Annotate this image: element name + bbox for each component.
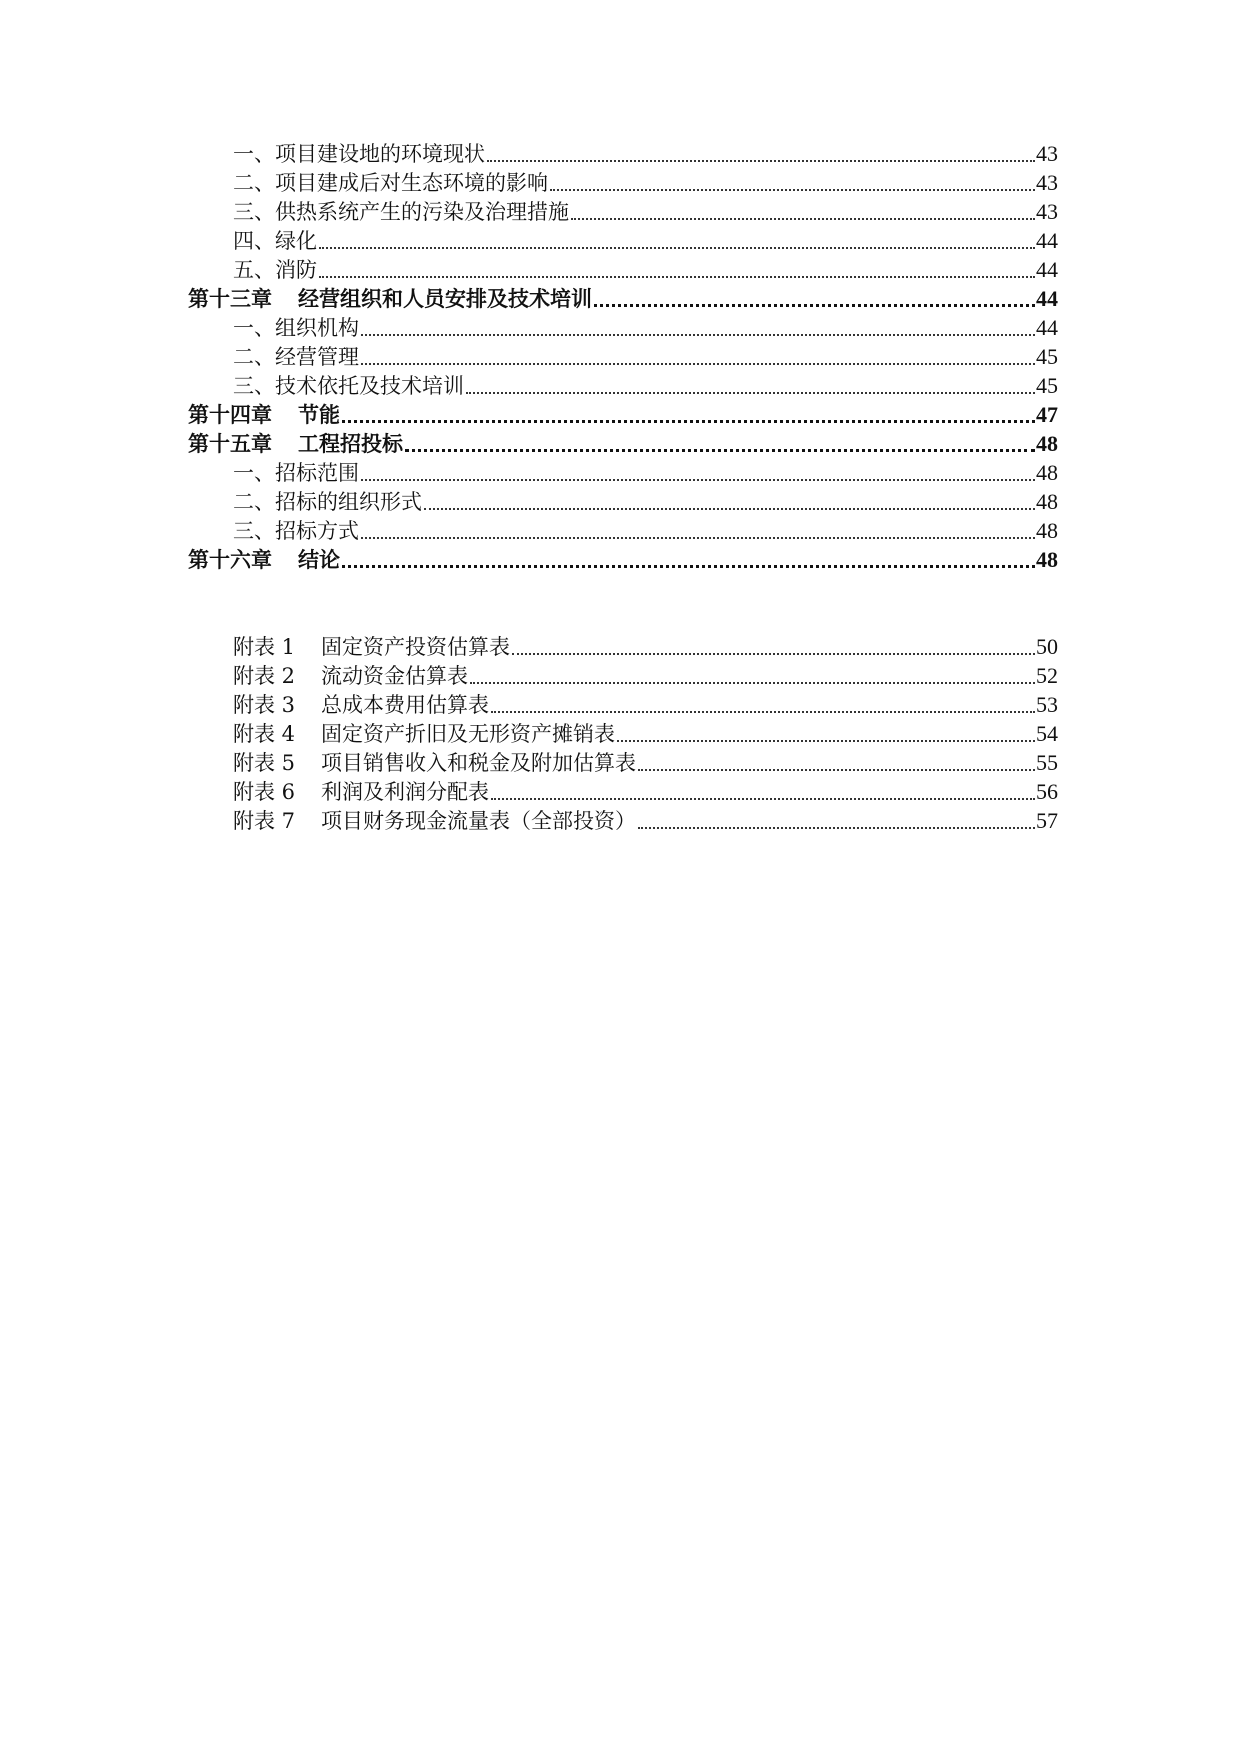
toc-entry[interactable] xyxy=(233,166,1058,196)
toc-entry-label: 三、招标方式 xyxy=(233,519,359,543)
dot-leader xyxy=(466,392,1035,394)
chapter-number: 第十六章 xyxy=(188,548,272,572)
toc-entry-page: 43 xyxy=(1036,199,1058,224)
toc-entry-label: 一、组织机构 xyxy=(233,316,359,340)
dot-leader xyxy=(638,827,1035,829)
toc-entry[interactable] xyxy=(233,340,1058,370)
toc-chapter-entry[interactable] xyxy=(188,282,1058,312)
chapter-title: 结论 xyxy=(298,548,340,572)
toc-entry[interactable] xyxy=(233,369,1058,399)
dot-leader xyxy=(319,276,1035,278)
toc-entry-page: 54 xyxy=(1036,721,1058,746)
toc-appendix-entry[interactable] xyxy=(233,688,1058,718)
appendix-number: 附表 2 xyxy=(233,664,296,688)
appendix-title: 项目销售收入和税金及附加估算表 xyxy=(321,751,637,775)
toc-entry-page: 43 xyxy=(1036,170,1058,195)
toc-entry-page: 48 xyxy=(1036,489,1058,514)
dot-leader xyxy=(319,247,1035,249)
appendix-number: 附表 5 xyxy=(233,751,296,775)
toc-entry-page: 44 xyxy=(1036,228,1058,253)
dot-leader xyxy=(491,711,1035,713)
dot-leader xyxy=(594,304,1035,307)
toc-appendix-entry[interactable] xyxy=(233,717,1058,747)
appendix-title: 固定资产投资估算表 xyxy=(321,635,511,659)
toc-entry-page: 45 xyxy=(1036,344,1058,369)
dot-leader xyxy=(361,363,1035,365)
dot-leader xyxy=(550,189,1035,191)
dot-leader xyxy=(424,508,1035,510)
toc-entry[interactable] xyxy=(233,456,1058,486)
toc-entry-page: 45 xyxy=(1036,373,1058,398)
toc-entry-page: 50 xyxy=(1036,634,1058,659)
dot-leader xyxy=(512,653,1035,655)
dot-leader xyxy=(361,479,1035,481)
appendix-number: 附表 1 xyxy=(233,635,296,659)
toc-entry-label: 三、技术依托及技术培训 xyxy=(233,374,464,398)
toc-entry[interactable] xyxy=(233,514,1058,544)
toc-entry-page: 47 xyxy=(1036,402,1058,427)
dot-leader xyxy=(342,565,1035,568)
toc-entry-label: 五、消防 xyxy=(233,258,317,282)
toc-entry[interactable] xyxy=(233,195,1058,225)
toc-appendix-entry[interactable] xyxy=(233,775,1058,805)
toc-entry-page: 44 xyxy=(1036,257,1058,282)
dot-leader xyxy=(361,334,1035,336)
chapter-number: 第十五章 xyxy=(188,432,272,456)
appendix-number: 附表 4 xyxy=(233,722,296,746)
toc-chapter-entry[interactable] xyxy=(188,427,1058,457)
chapter-title: 工程招投标 xyxy=(298,432,403,456)
toc-entry-label: 二、项目建成后对生态环境的影响 xyxy=(233,171,548,195)
toc-chapter-entry[interactable] xyxy=(188,398,1058,428)
toc-entry[interactable] xyxy=(233,253,1058,283)
toc-entry-page: 53 xyxy=(1036,692,1058,717)
toc-appendix-entry[interactable] xyxy=(233,804,1058,834)
toc-entry-page: 44 xyxy=(1036,315,1058,340)
dot-leader xyxy=(342,420,1035,423)
appendix-title: 流动资金估算表 xyxy=(321,664,469,688)
toc-entry-page: 48 xyxy=(1036,547,1058,572)
toc-entry-page: 56 xyxy=(1036,779,1058,804)
appendix-number: 附表 7 xyxy=(233,809,296,833)
toc-entry-page: 48 xyxy=(1036,431,1058,456)
toc-entry[interactable] xyxy=(233,224,1058,254)
toc-entry-page: 48 xyxy=(1036,518,1058,543)
dot-leader xyxy=(470,682,1035,684)
toc-entry-page: 43 xyxy=(1036,141,1058,166)
appendix-title: 项目财务现金流量表（全部投资） xyxy=(321,809,637,833)
toc-entry-label: 一、招标范围 xyxy=(233,461,359,485)
dot-leader xyxy=(617,740,1035,742)
toc-entry-page: 57 xyxy=(1036,808,1058,833)
toc-entry-page: 44 xyxy=(1036,286,1058,311)
chapter-title: 经营组织和人员安排及技术培训 xyxy=(298,287,592,311)
toc-entry-label: 二、招标的组织形式 xyxy=(233,490,422,514)
toc-entry[interactable] xyxy=(233,311,1058,341)
chapter-number: 第十三章 xyxy=(188,287,272,311)
toc-appendix-entry[interactable] xyxy=(233,659,1058,689)
toc-chapter-entry[interactable] xyxy=(188,543,1058,573)
toc-appendix-entry[interactable] xyxy=(233,630,1058,660)
chapter-title: 节能 xyxy=(298,403,340,427)
appendix-title: 总成本费用估算表 xyxy=(321,693,490,717)
toc-entry-label: 二、经营管理 xyxy=(233,345,359,369)
toc-entry[interactable] xyxy=(233,137,1058,167)
toc-entry-page: 52 xyxy=(1036,663,1058,688)
dot-leader xyxy=(571,218,1035,220)
dot-leader xyxy=(638,769,1035,771)
dot-leader xyxy=(361,537,1035,539)
appendix-title: 固定资产折旧及无形资产摊销表 xyxy=(321,722,616,746)
toc-entry-label: 一、项目建设地的环境现状 xyxy=(233,142,485,166)
dot-leader xyxy=(491,798,1035,800)
chapter-number: 第十四章 xyxy=(188,403,272,427)
toc-entry-page: 55 xyxy=(1036,750,1058,775)
toc-entry-label: 四、绿化 xyxy=(233,229,317,253)
toc-entry[interactable] xyxy=(233,485,1058,515)
dot-leader xyxy=(405,449,1035,452)
appendix-number: 附表 3 xyxy=(233,693,296,717)
toc-appendix-entry[interactable] xyxy=(233,746,1058,776)
appendix-number: 附表 6 xyxy=(233,780,296,804)
appendix-title: 利润及利润分配表 xyxy=(321,780,490,804)
toc-entry-page: 48 xyxy=(1036,460,1058,485)
dot-leader xyxy=(487,160,1035,162)
toc-entry-label: 三、供热系统产生的污染及治理措施 xyxy=(233,200,569,224)
